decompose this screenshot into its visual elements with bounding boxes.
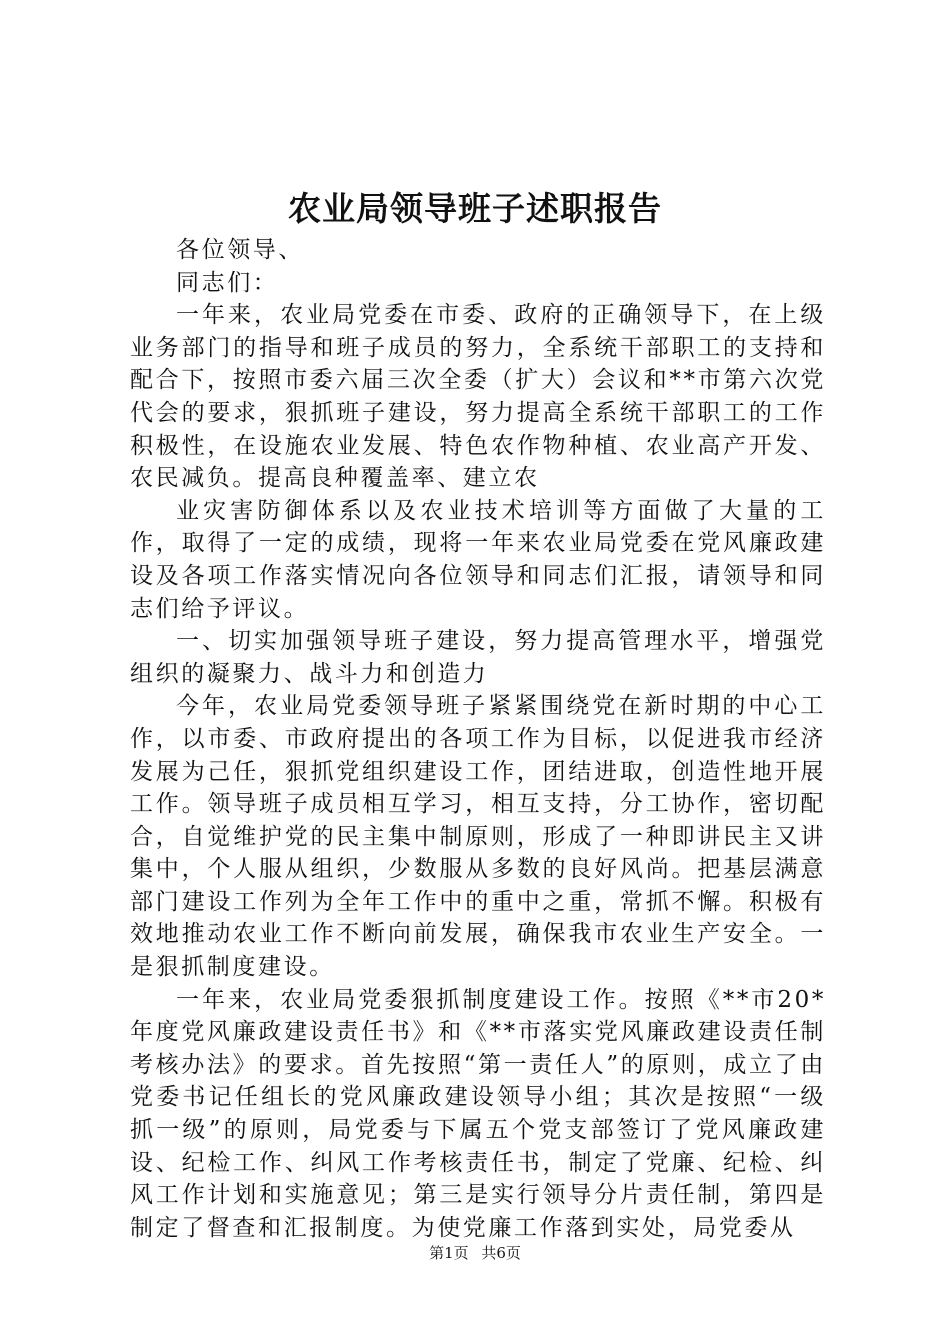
page-number: 第1页 xyxy=(429,1244,469,1262)
body-paragraph: 今年，农业局党委领导班子紧紧围绕党在新时期的中心工作，以市委、市政府提出的各项工作为目标，以促进我市经济发展为己任，狠抓党组织建设工作，团结进取，创造性地开展工作。领导班子成员相互学习，相互支持，分工协作，密切配合，自觉维护党的民主集中制原则，形成了一种即讲民主又讲集中，个人服从组织，少数服从多数的良好风尚。把基层满意部门建设工作列为全年工作中的重中之重，常抓不懈。积极有效地推动农业工作不断向前发展，确保我市农业生产安全。一是狠抓制度建设。 xyxy=(130,693,826,981)
document-body xyxy=(130,234,826,1244)
body-paragraph: 一年来，农业局党委在市委、政府的正确领导下，在上级业务部门的指导和班子成员的努力，全系统干部职工的支持和配合下，按照市委六届三次全委（扩大）会议和**市第六次党代会的要求，狠抓班子建设，努力提高全系统干部职工的工作积极性，在设施农业发展、特色农作物种植、农业高产开发、农民减负。提高良种覆盖率、建立农 xyxy=(130,302,826,492)
body-paragraph: 业灾害防御体系以及农业技术培训等方面做了大量的工作，取得了一定的成绩，现将一年来农业局党委在党风廉政建设及各项工作落实情况向各位领导和同志们汇报，请领导和同志们给予评议。 xyxy=(130,497,826,622)
body-paragraph: 一年来，农业局党委狠抓制度建设工作。按照《**市20*年度党风廉政建设责任书》和《**市落实党风廉政建设责任制考核办法》的要求。首先按照“第一责任人”的原则，成立了由党委书记任组长的党风廉政建设领导小组；其次是按照“一级抓一级”的原则，局党委与下属五个党支部签订了党风廉政建设、纪检工作、纠风工作考核责任书，制定了党廉、纪检、纠风工作计划和实施意见；第三是实行领导分片责任制，第四是制定了督查和汇报制度。为使党廉工作落到实处，局党委从 xyxy=(130,986,826,1241)
page-footer xyxy=(0,1243,950,1263)
section-heading: 一、切实加强领导班子建设，努力提高管理水平，增强党组织的凝聚力、战斗力和创造力 xyxy=(130,628,826,687)
document-title: 农业局领导班子述职报告 xyxy=(288,189,662,228)
page-total: 共6页 xyxy=(481,1244,521,1262)
salutation-line-2: 同志们： xyxy=(176,269,279,296)
salutation-line-1: 各位领导、 xyxy=(176,237,304,263)
